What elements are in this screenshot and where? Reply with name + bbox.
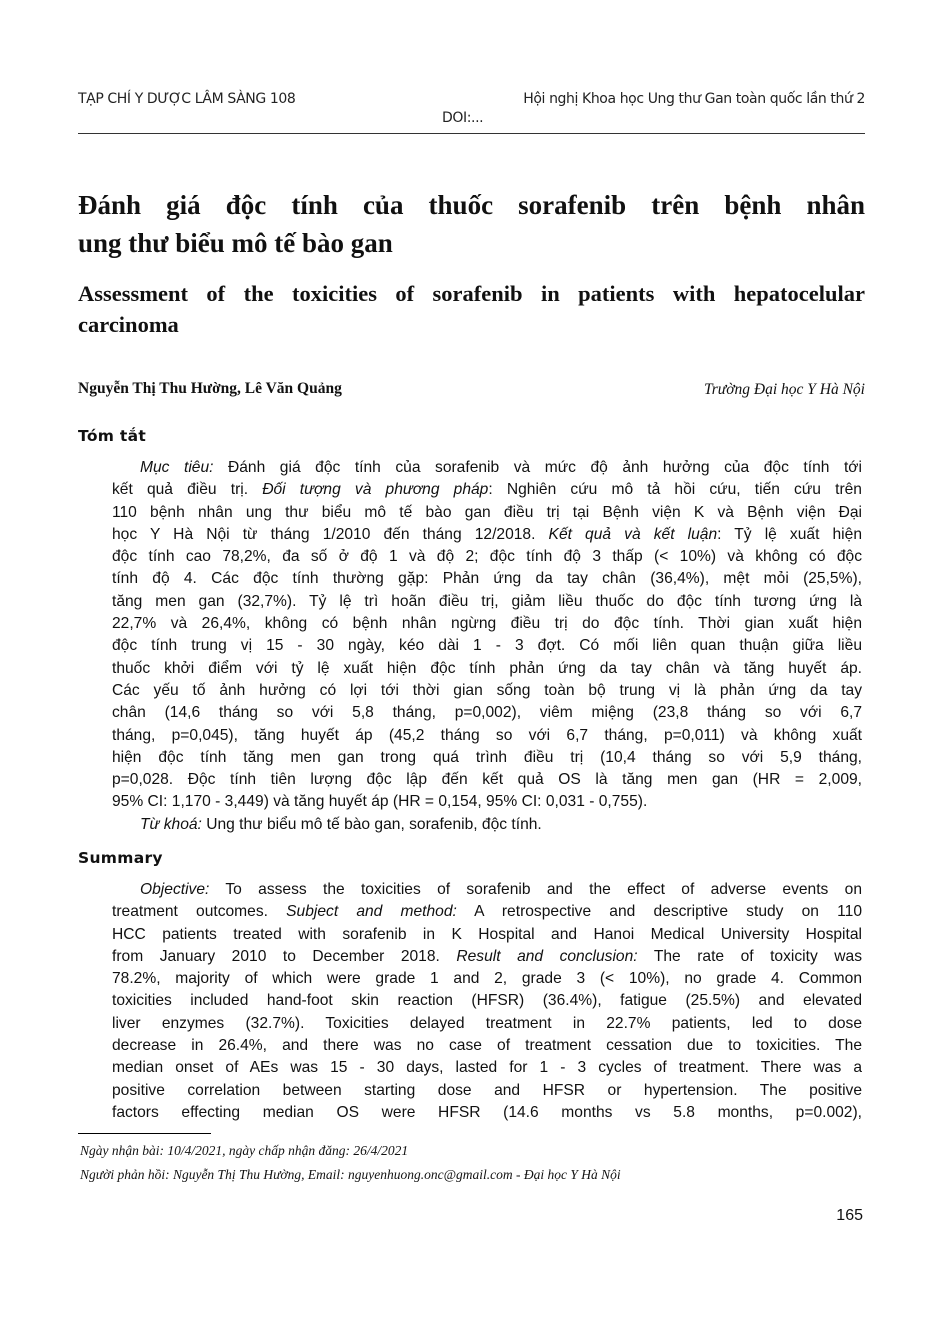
text-line — [112, 879, 862, 901]
text-span: hiện độc tính tăng men gan trong quá trình điều trị (10,4 tháng so với 5,9 tháng, — [112, 748, 862, 766]
text-line — [112, 635, 862, 657]
text-line — [112, 546, 862, 568]
text-span: chân (14,6 tháng so với 5,8 tháng, p=0,002), viêm miệng (23,8 tháng so với 6,7 — [112, 704, 862, 722]
text-span: 78.2%, majority of which were grade 1 and 2, grade 3 (< 10%), no grade 4. Common — [112, 970, 862, 988]
title-line: carcinoma — [78, 312, 179, 337]
journal-name: TẠP CHÍ Y DƯỢC LÂM SÀNG 108 — [78, 91, 296, 107]
text-line — [112, 502, 862, 524]
title-line: Đánh giá độc tính của thuốc sorafenib trên bệnh nhân — [78, 190, 865, 220]
text-line — [112, 1080, 862, 1102]
italic-label: Đối tượng và phương pháp — [262, 481, 489, 499]
text-line — [112, 524, 862, 546]
page-number: 165 — [836, 1207, 863, 1224]
text-span: A retrospective and descriptive study on 110 — [456, 903, 862, 921]
header-rule — [78, 133, 865, 134]
text-line — [112, 747, 862, 769]
text-span: treatment outcomes. — [112, 903, 287, 921]
text-span: thuốc khởi điểm với tỷ lệ xuất hiện độc tính phản ứng da tay chân và tăng huyết áp. — [112, 659, 862, 677]
text-span: To assess the toxicities of sorafenib and the effect of adverse events on — [209, 881, 862, 898]
doi: DOI:... — [442, 110, 484, 126]
title-line: Assessment of the toxicities of sorafenib in patients with hepatocelular — [78, 281, 865, 306]
text-line — [112, 769, 862, 791]
text-line — [112, 1035, 862, 1057]
text-span: tháng, p=0,045), tăng huyết áp (45,2 tháng so với 6,7 tháng, p=0,011) và không xuất — [112, 726, 862, 744]
text-line — [112, 568, 862, 590]
text-span: Ung thư biểu mô tế bào gan, sorafenib, độc tính. — [201, 815, 542, 833]
text-span: tính độ 4. Các độc tính thường gặp: Phản ứng da tay chân (36,4%), mệt mỏi (25,5%), — [112, 570, 862, 588]
footnote-rule — [78, 1133, 211, 1134]
text-span: học Y Hà Nội từ tháng 1/2010 đến tháng 12/2018. — [112, 525, 549, 543]
text-span: Các yếu tố ảnh hưởng có lợi tới thời gian sống toàn bộ trung vị là phản ứng da tay — [112, 681, 862, 699]
text-span: : Tỷ lệ xuất hiện — [717, 525, 862, 543]
text-line — [112, 725, 862, 747]
authors: Nguyễn Thị Thu Hường, Lê Văn Quảng — [78, 380, 342, 397]
affiliation: Trường Đại học Y Hà Nội — [704, 381, 865, 398]
italic-label: Objective: — [140, 881, 210, 898]
text-span: độc tính trung vị 15 - 30 ngày, kéo dài 1 - 3 đợt. Có mối liên quan thuận giữa liều — [112, 637, 862, 655]
text-line — [112, 613, 862, 635]
text-span: Đánh giá độc tính của sorafenib và mức độ ảnh hưởng của độc tính tới — [213, 459, 862, 476]
abstract-en-heading: Summary — [78, 849, 163, 867]
text-span: The rate of toxicity was — [637, 947, 862, 965]
text-span: độc tính cao 78,2%, đa số ở độ 1 và độ 2; độc tính độ 3 thấp (< 10%) và không có độc — [112, 548, 862, 566]
text-span: toxicities included hand-foot skin reaction (HFSR) (36.4%), fatigue (25.5%) and elevated — [112, 992, 862, 1010]
text-line — [112, 946, 862, 968]
italic-label: Subject and method: — [286, 903, 457, 921]
text-line — [112, 791, 862, 813]
abstract-vi-heading: Tóm tắt — [78, 427, 147, 445]
text-span: liver enzymes (32.7%). Toxicities delayed treatment in 22.7% patients, led to dose — [112, 1014, 862, 1032]
text-line — [112, 479, 862, 501]
text-span: 22,7% và 26,4%, không có bệnh nhân ngừng điều trị do độc tính. Thời gian xuất hiện — [112, 615, 862, 633]
text-line — [112, 1102, 862, 1124]
text-span: 95% CI: 1,170 - 3,449) và tăng huyết áp (HR = 0,154, 95% CI: 0,031 - 0,755). — [112, 793, 648, 811]
text-line — [112, 1013, 862, 1035]
italic-label: Kết quả và kết luận — [548, 525, 718, 543]
abstract-en-body — [112, 879, 862, 1124]
text-line — [112, 591, 862, 613]
italic-label: Từ khoá: — [140, 815, 202, 833]
text-line — [112, 968, 862, 990]
conference-name: Hội nghị Khoa học Ung thư Gan toàn quốc lần thứ 2 — [523, 91, 865, 107]
text-line — [112, 680, 862, 702]
text-line — [112, 814, 862, 836]
text-line — [112, 924, 862, 946]
text-span: positive correlation between starting dose and HFSR or hypertension. The positive — [112, 1081, 862, 1099]
text-span: kết quả điều trị. — [112, 481, 263, 499]
text-line — [112, 457, 862, 479]
text-span: p=0,028. Độc tính tiên lượng độc lập đến kết quả OS là tăng men gan (HR = 2,009, — [112, 771, 862, 789]
text-line — [112, 658, 862, 680]
text-span: decrease in 26.4%, and there was no case of treatment cessation due to toxicities. The — [112, 1037, 862, 1055]
text-line — [112, 990, 862, 1012]
footnote-correspondence: Người phản hồi: Nguyễn Thị Thu Hường, Email: nguyenhuong.onc@gmail.com - Đại học Y Hà Nội — [80, 1167, 621, 1182]
text-span: 110 bệnh nhân ung thư biểu mô tế bào gan điều trị tại Bệnh viện K và Bệnh viện Đại — [112, 503, 862, 521]
text-line — [112, 901, 862, 923]
title-line: ung thư biểu mô tế bào gan — [78, 228, 393, 258]
text-span: HCC patients treated with sorafenib in K Hospital and Hanoi Medical University Hospital — [112, 925, 862, 943]
italic-label: Mục tiêu: — [140, 459, 214, 476]
abstract-vi-body — [112, 457, 862, 836]
text-span: tăng men gan (32,7%). Tỷ lệ trì hoãn điều trị, giảm liều thuốc do độc tính tương ứng là — [112, 592, 862, 610]
text-line — [112, 702, 862, 724]
title-english — [78, 278, 865, 340]
text-line — [112, 1057, 862, 1079]
italic-label: Result and conclusion: — [456, 947, 638, 965]
footnote-dates: Ngày nhận bài: 10/4/2021, ngày chấp nhận đăng: 26/4/2021 — [80, 1143, 409, 1158]
text-span: : Nghiên cứu mô tả hồi cứu, tiến cứu trên — [488, 481, 862, 499]
title-vietnamese — [78, 186, 865, 262]
text-span: median onset of AEs was 15 - 30 days, lasted for 1 - 3 cycles of treatment. There was a — [112, 1059, 862, 1077]
text-span: factors effecting median OS were HFSR (14.6 months vs 5.8 months, p=0.002), — [112, 1103, 862, 1121]
text-span: from January 2010 to December 2018. — [112, 947, 457, 965]
